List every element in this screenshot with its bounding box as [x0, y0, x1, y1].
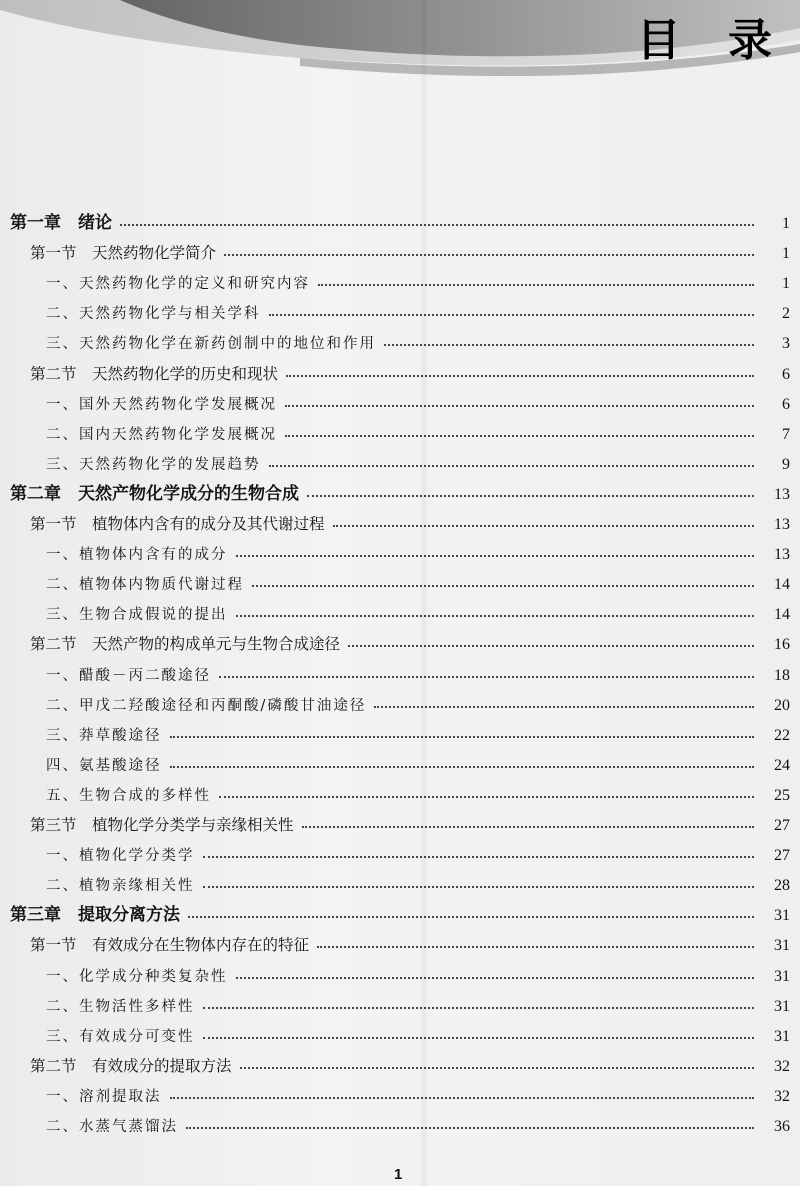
dot-leader [120, 223, 754, 226]
toc-entry-item [0, 325, 800, 353]
dot-leader [285, 404, 754, 407]
toc-entry-item [0, 657, 800, 685]
toc-entry-page-number: 13 [774, 516, 790, 533]
toc-entry-label: 第一章 绪论 [10, 213, 112, 233]
dot-leader [286, 374, 754, 377]
toc-entry-page-number: 3 [782, 335, 790, 353]
toc-entry-page-number: 22 [774, 726, 790, 744]
dot-leader [333, 524, 754, 527]
toc-entry-label: 二、水蒸气蒸馏法 [46, 1119, 178, 1135]
toc-entry-item [0, 566, 800, 594]
dot-leader [307, 494, 754, 497]
toc-entry-chapter [0, 205, 800, 233]
toc-entry-page-number: 1 [782, 275, 790, 293]
dot-leader [269, 313, 755, 316]
toc-entry-page-number: 20 [774, 696, 790, 714]
dot-leader [302, 825, 754, 828]
toc-entry-page-number: 31 [774, 1027, 790, 1045]
toc-entry-section [0, 626, 800, 654]
dot-leader [348, 644, 754, 647]
toc-entry-label: 一、植物体内含有的成分 [46, 547, 228, 564]
toc-entry-label: 第一节 植物体内含有的成分及其代谢过程 [30, 515, 325, 533]
toc-entry-label: 第三节 植物化学分类学与亲缘相关性 [30, 816, 294, 834]
dot-leader [374, 705, 754, 708]
toc-entry-item [0, 386, 800, 414]
dot-leader [236, 976, 755, 979]
toc-entry-label: 三、天然药物化学在新药创制中的地位和作用 [46, 336, 376, 353]
page-number: 1 [394, 1166, 403, 1183]
dot-leader [317, 945, 754, 948]
toc-entry-item [0, 1078, 800, 1106]
toc-entry-item [0, 1108, 800, 1136]
toc-entry-item [0, 416, 800, 444]
toc-entry-page-number: 31 [774, 997, 790, 1015]
dot-leader [170, 1096, 755, 1099]
toc-entry-item [0, 747, 800, 775]
dot-leader [219, 675, 754, 678]
toc-entry-item [0, 687, 800, 715]
dot-leader [224, 253, 754, 256]
dot-leader [318, 283, 754, 286]
toc-entry-label: 一、天然药物化学的定义和研究内容 [46, 276, 310, 293]
toc-entry-page-number: 6 [782, 395, 790, 413]
toc-entry-item [0, 988, 800, 1016]
toc-entry-item [0, 596, 800, 624]
toc-entry-label: 二、天然药物化学与相关学科 [46, 306, 261, 323]
toc-entry-label: 第二章 天然产物化学成分的生物合成 [10, 483, 299, 504]
dot-leader [203, 885, 755, 888]
toc-entry-chapter [0, 897, 800, 925]
toc-entry-label: 第二节 天然产物的构成单元与生物合成途径 [30, 635, 341, 654]
toc-entry-page-number: 14 [774, 606, 790, 624]
dot-leader [186, 1126, 754, 1129]
toc-entry-label: 一、溶剂提取法 [46, 1088, 162, 1105]
toc-entry-chapter [0, 476, 800, 504]
toc-entry-item [0, 265, 800, 293]
toc-entry-page-number: 28 [774, 877, 790, 895]
toc-entry-section [0, 927, 800, 955]
toc-entry-page-number: 6 [782, 365, 790, 383]
toc-entry-page-number: 31 [774, 937, 790, 955]
toc-entry-label: 第二节 有效成分的提取方法 [30, 1056, 232, 1075]
toc-entry-label: 三、天然药物化学的发展趋势 [46, 456, 261, 473]
toc-entry-page-number: 13 [774, 485, 790, 503]
toc-entry-page-number: 2 [782, 305, 790, 323]
toc-entry-label: 三、有效成分可变性 [46, 1028, 195, 1045]
toc-entry-page-number: 31 [774, 907, 790, 925]
toc-entry-page-number: 13 [774, 546, 790, 564]
dot-leader [203, 855, 755, 858]
toc-entry-page-number: 14 [774, 576, 790, 594]
dot-leader [384, 343, 754, 346]
toc-entry-page-number: 16 [774, 636, 790, 654]
toc-entry-page-number: 24 [774, 756, 790, 774]
dot-leader [188, 915, 754, 918]
dot-leader [170, 765, 755, 768]
toc-entry-label: 第一节 天然药物化学简介 [30, 244, 217, 263]
toc-entry-item [0, 777, 800, 805]
toc-entry-label: 第一节 有效成分在生物体内存在的特征 [30, 936, 310, 955]
toc-entry-item [0, 446, 800, 474]
toc-entry-page-number: 31 [774, 967, 790, 985]
toc-entry-label: 第二节 天然药物化学的历史和现状 [30, 364, 279, 383]
toc-entry-label: 一、国外天然药物化学发展概况 [46, 396, 277, 413]
toc-entry-page-number: 9 [782, 455, 790, 473]
toc-entry-page-number: 27 [774, 817, 790, 834]
toc-entry-item [0, 1018, 800, 1046]
toc-entry-section [0, 1048, 800, 1076]
dot-leader [170, 735, 755, 738]
toc-entry-label: 四、氨基酸途径 [46, 757, 162, 774]
toc-entry-page-number: 7 [782, 425, 790, 443]
toc-entry-item [0, 717, 800, 745]
page-title: 目 录 [636, 15, 788, 66]
toc-entry-item [0, 536, 800, 564]
toc-entry-label: 二、甲戊二羟酸途径和丙酮酸/磷酸甘油途径 [46, 697, 367, 714]
dot-leader [240, 1066, 754, 1069]
toc-entry-page-number: 18 [774, 666, 790, 684]
toc-entry-label: 二、国内天然药物化学发展概况 [46, 426, 277, 443]
toc-entry-page-number: 36 [774, 1118, 790, 1135]
toc-entry-section [0, 235, 800, 263]
toc-entry-page-number: 27 [774, 847, 790, 865]
toc-entry-label: 一、醋酸－丙二酸途径 [46, 667, 211, 684]
dot-leader [252, 584, 754, 587]
toc-entry-page-number: 32 [774, 1057, 790, 1075]
toc-entry-page-number: 32 [774, 1087, 790, 1105]
dot-leader [269, 464, 755, 467]
toc-entry-item [0, 295, 800, 323]
toc-entry-section [0, 807, 800, 835]
dot-leader [219, 795, 754, 798]
toc-entry-section [0, 506, 800, 534]
toc-entry-page-number: 1 [782, 245, 790, 263]
dot-leader [236, 614, 755, 617]
toc-entry-label: 一、化学成分种类复杂性 [46, 968, 228, 985]
toc-entry-label: 二、植物亲缘相关性 [46, 878, 195, 895]
toc-entry-item [0, 958, 800, 986]
toc-entry-item [0, 837, 800, 865]
toc-entry-label: 三、莽草酸途径 [46, 727, 162, 744]
toc-entry-label: 二、植物体内物质代谢过程 [46, 577, 244, 594]
dot-leader [203, 1036, 755, 1039]
dot-leader [285, 434, 754, 437]
dot-leader [203, 1006, 755, 1009]
toc-entry-page-number: 25 [774, 786, 790, 804]
toc-entry-label: 二、生物活性多样性 [46, 998, 195, 1015]
toc-entry-label: 第三章 提取分离方法 [10, 905, 180, 926]
toc-entry-page-number: 1 [782, 215, 790, 232]
toc-entry-label: 五、生物合成的多样性 [46, 787, 211, 804]
toc-entry-item [0, 867, 800, 895]
dot-leader [236, 554, 755, 557]
toc-entry-section [0, 356, 800, 384]
toc-entry-label: 一、植物化学分类学 [46, 848, 195, 865]
toc-entry-label: 三、生物合成假说的提出 [46, 607, 228, 624]
